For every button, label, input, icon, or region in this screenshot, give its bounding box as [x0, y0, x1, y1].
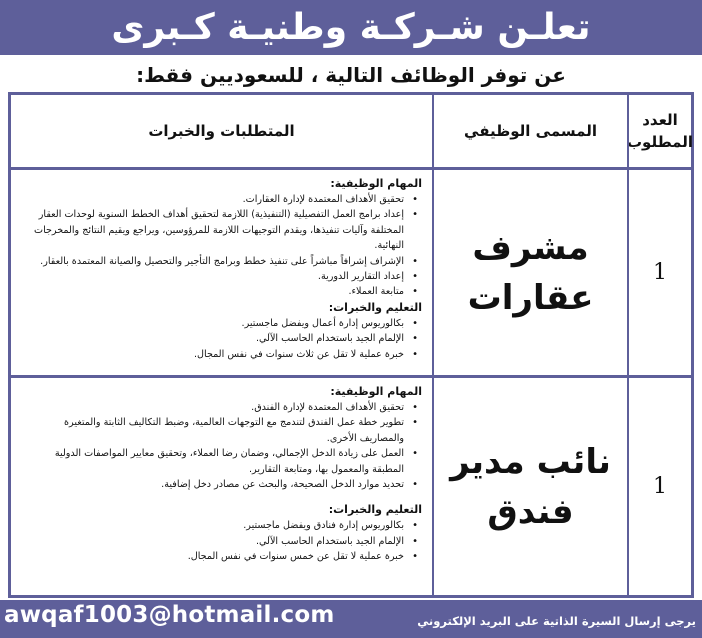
- job-title-cell: [434, 170, 629, 375]
- footer-note: يرجى إرسال السيرة الذاتية على البريد الإلكتروني: [417, 614, 696, 628]
- job-title-cell: [434, 378, 629, 595]
- table-row: [11, 167, 691, 375]
- tasks-list: [25, 400, 422, 492]
- job-title-line1: مشرف: [472, 227, 589, 268]
- job-title: [434, 170, 627, 375]
- count-cell: [629, 170, 691, 375]
- education-heading: التعليم والخبرات:: [328, 503, 422, 517]
- list-item: • الإشراف إشرافاً مباشراً على تنفيذ خطط وبرامج التأجير والتحصيل والصيانة المعتمدة بالعقار.: [25, 254, 404, 269]
- education-list: [25, 316, 422, 362]
- contact-email[interactable]: awqaf1003@hotmail.com: [4, 602, 335, 628]
- list-item: • إعداد التقارير الدورية.: [25, 269, 404, 284]
- header-count: [626, 95, 694, 167]
- list-item: • تحديد موارد الدخل الصحيحة، والبحث عن مصادر دخل إضافية.: [25, 477, 404, 492]
- header-requirements: المتطلبات والخبرات: [11, 95, 434, 167]
- ad-subtitle: عن توفر الوظائف التالية ، للسعوديين فقط:: [136, 63, 566, 87]
- list-item: • تطوير خطة عمل الفندق لتندمج مع التوجهات العالمية، وضبط التكاليف الثابتة والمتغيرة والمصاريف الأخرى.: [25, 415, 404, 446]
- list-item: • بكالوريوس إدارة أعمال ويفضل ماجستير.: [25, 316, 404, 331]
- count-value: 1: [653, 474, 667, 499]
- list-item: • إعداد برامج العمل التفصيلية (التنفيذية) اللازمة لتحقيق أهداف الخطط السنوية لوحدات العقار المختلفة وآليات تنفيذها، ويقدم التوجيهات اللازمة للمرؤوسين، ويراجع ويقيم النتائج والمخرجات النهائية.: [25, 207, 404, 253]
- count-cell: [629, 378, 691, 595]
- job-title: [434, 378, 627, 595]
- footer-banner: [0, 600, 702, 638]
- table-header-row: [11, 95, 694, 167]
- job-title-line2: عقارات: [467, 277, 594, 318]
- list-item: • العمل على زيادة الدخل الإجمالي، وضمان رضا العملاء، وتحقيق معايير المواصفات الدولية المطبقة والمعمول بها، ومتابعة التقارير.: [25, 446, 404, 477]
- list-item: • الإلمام الجيد باستخدام الحاسب الآلي.: [25, 331, 404, 346]
- job-title-line2: فندق: [487, 491, 574, 532]
- header-banner: [0, 0, 702, 55]
- tasks-heading: المهام الوظيفية:: [330, 177, 422, 190]
- tasks-list: [25, 192, 422, 300]
- education-heading: التعليم والخبرات:: [328, 300, 422, 314]
- job-title-line1: نائب مدير: [450, 441, 611, 482]
- requirements-cell: [11, 378, 434, 595]
- list-item: • تحقيق الأهداف المعتمدة لإدارة الفندق.: [25, 400, 404, 415]
- list-item: • خبرة عملية لا تقل عن ثلاث سنوات في نفس المجال.: [25, 347, 404, 362]
- jobs-table: [8, 92, 694, 598]
- header-title: المسمى الوظيفي: [434, 95, 629, 167]
- tasks-heading: المهام الوظيفية:: [330, 385, 422, 398]
- list-item: • خبرة عملية لا تقل عن خمس سنوات في نفس المجال.: [25, 549, 404, 564]
- header-count-line1: العدد: [642, 111, 678, 129]
- list-item: • تحقيق الأهداف المعتمدة لإدارة العقارات.: [25, 192, 404, 207]
- education-list: [25, 518, 422, 564]
- header-count-line2: المطلوب: [626, 133, 694, 151]
- list-item: • الإلمام الجيد باستخدام الحاسب الآلي.: [25, 534, 404, 549]
- table-row: [11, 375, 691, 595]
- count-value: 1: [653, 260, 667, 285]
- requirements-cell: [11, 170, 434, 375]
- list-item: • متابعة العملاء.: [25, 284, 404, 299]
- list-item: • بكالوريوس إدارة فنادق ويفضل ماجستير.: [25, 518, 404, 533]
- ad-title: تعلـن شـركـة وطنيـة كـبرى: [111, 7, 591, 48]
